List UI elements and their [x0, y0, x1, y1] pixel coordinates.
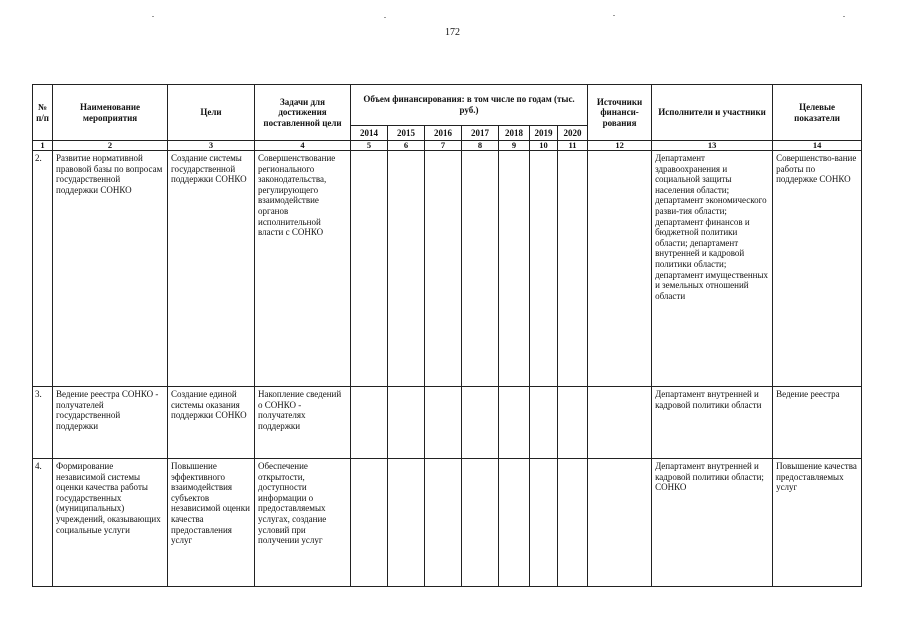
funding-2015 — [388, 459, 425, 587]
funding-2014 — [351, 151, 388, 387]
scan-speck — [613, 15, 615, 16]
column-number: 7 — [425, 141, 462, 151]
year-header: 2016 — [425, 126, 462, 141]
funding-sources — [588, 151, 652, 387]
activity-executors: Департамент здравоохранения и социальной защиты населения области; департамент экономического разви-тия области; департамент финансов и бюджетной политики области; департамент внутренней и кадровой политики области; департамент имущественных и земельных отношений области — [652, 151, 773, 387]
row-number: 4. — [33, 459, 53, 587]
header-indicators: Целевые показатели — [773, 85, 862, 141]
funding-2017 — [462, 459, 499, 587]
column-number: 5 — [351, 141, 388, 151]
activity-indicator: Ведение реестра — [773, 387, 862, 459]
funding-2015 — [388, 151, 425, 387]
year-header: 2017 — [462, 126, 499, 141]
action-plan-table — [32, 84, 862, 587]
column-number: 2 — [53, 141, 168, 151]
funding-2014 — [351, 459, 388, 587]
activity-goal: Создание системы государственной поддержки СОНКО — [168, 151, 255, 387]
activity-task: Накопление сведений о СОНКО - получателях поддержки — [255, 387, 351, 459]
header-name: Наименование мероприятия — [53, 85, 168, 141]
funding-2020 — [558, 151, 588, 387]
funding-2016 — [425, 151, 462, 387]
scan-speck — [384, 17, 386, 18]
column-number: 12 — [588, 141, 652, 151]
header-funding: Объем финансирования: в том числе по годам (тыс. руб.) — [351, 85, 588, 126]
column-number: 11 — [558, 141, 588, 151]
funding-2019 — [530, 387, 558, 459]
column-number: 3 — [168, 141, 255, 151]
activity-goal: Создание единой системы оказания поддержки СОНКО — [168, 387, 255, 459]
funding-2019 — [530, 151, 558, 387]
header-executors: Исполнители и участники — [652, 85, 773, 141]
funding-2020 — [558, 387, 588, 459]
funding-2016 — [425, 387, 462, 459]
column-number: 1 — [33, 141, 53, 151]
funding-2015 — [388, 387, 425, 459]
column-number: 10 — [530, 141, 558, 151]
activity-name: Формирование независимой системы оценки качества работы государственных (муниципальных) учреждений, оказывающих социальные услуги — [53, 459, 168, 587]
funding-2017 — [462, 151, 499, 387]
activity-indicator: Повышение качества предоставляемых услуг — [773, 459, 862, 587]
header-tasks: Задачи для достижения поставленной цели — [255, 85, 351, 141]
activity-name: Ведение реестра СОНКО - получателей государственной поддержки — [53, 387, 168, 459]
column-number: 13 — [652, 141, 773, 151]
scan-speck — [843, 16, 845, 17]
column-number: 8 — [462, 141, 499, 151]
funding-sources — [588, 387, 652, 459]
year-header: 2015 — [388, 126, 425, 141]
activity-indicator: Совершенство-вание работы по поддержке СОНКО — [773, 151, 862, 387]
funding-2014 — [351, 387, 388, 459]
activity-executors: Департамент внутренней и кадровой политики области; СОНКО — [652, 459, 773, 587]
header-num: № п/п — [33, 85, 53, 141]
activity-name: Развитие нормативной правовой базы по вопросам государственной поддержки СОНКО — [53, 151, 168, 387]
header-row — [33, 85, 862, 126]
scan-speck — [152, 16, 154, 17]
year-header: 2020 — [558, 126, 588, 141]
table-row — [33, 387, 862, 459]
activity-executors: Департамент внутренней и кадровой политики области — [652, 387, 773, 459]
row-number: 3. — [33, 387, 53, 459]
funding-2020 — [558, 459, 588, 587]
row-number: 2. — [33, 151, 53, 387]
column-number: 14 — [773, 141, 862, 151]
table-row — [33, 151, 862, 387]
column-number: 6 — [388, 141, 425, 151]
funding-2019 — [530, 459, 558, 587]
year-header: 2014 — [351, 126, 388, 141]
page-number: 172 — [445, 27, 460, 38]
funding-2016 — [425, 459, 462, 587]
year-header: 2019 — [530, 126, 558, 141]
column-number: 9 — [499, 141, 530, 151]
funding-2018 — [499, 151, 530, 387]
header-goal: Цели — [168, 85, 255, 141]
activity-goal: Повышение эффективного взаимодействия субъектов независимой оценки качества предоставления услуг — [168, 459, 255, 587]
funding-2018 — [499, 459, 530, 587]
funding-sources — [588, 459, 652, 587]
activity-task: Обеспечение открытости, доступности информации о предоставляемых услугах, создание условий при получении услуг — [255, 459, 351, 587]
year-header: 2018 — [499, 126, 530, 141]
funding-2018 — [499, 387, 530, 459]
activity-task: Совершенствование регионального законодательства, регулирующего взаимодействие органов исполнительной власти с СОНКО — [255, 151, 351, 387]
column-number-row — [33, 141, 862, 151]
table-row — [33, 459, 862, 587]
funding-2017 — [462, 387, 499, 459]
column-number: 4 — [255, 141, 351, 151]
header-sources: Источники финанси-рования — [588, 85, 652, 141]
